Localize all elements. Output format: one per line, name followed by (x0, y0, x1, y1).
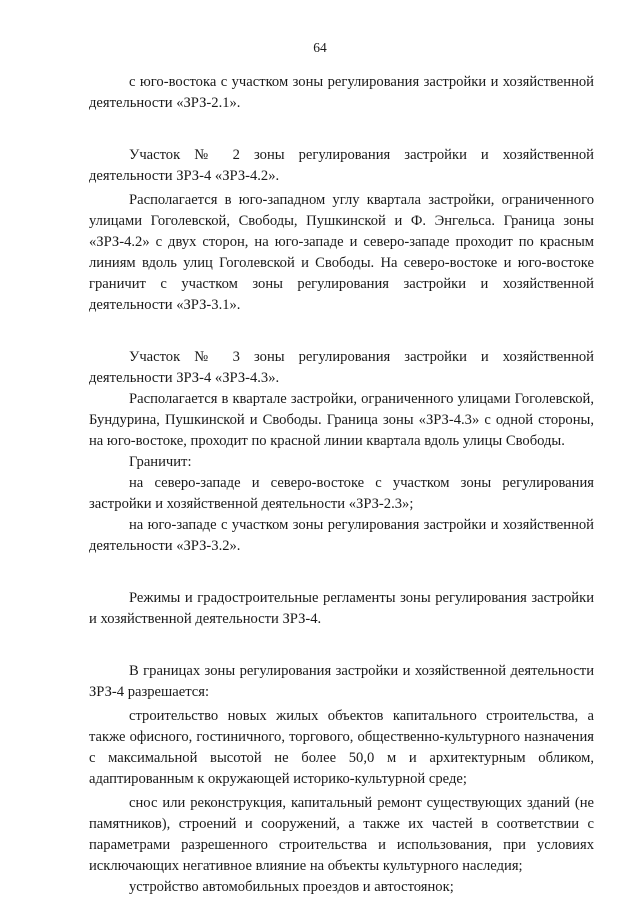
document-body (89, 72, 594, 898)
paragraph-borders-label: Граничит: (129, 454, 192, 470)
paragraph-border-northwest: на северо-западе и северо-востоке с участком зоны регулирования застройки и хозяйственной деятельности «ЗРЗ-2.3»; (89, 475, 594, 512)
section-heading-regulations: Режимы и градостроительные регламенты зоны регулирования застройки и хозяйственной деятельности ЗРЗ-4. (89, 590, 594, 627)
section-heading-plot-2: Участок № 2 зоны регулирования застройки и хозяйственной деятельности ЗРЗ-4 «ЗРЗ-4.2». (89, 147, 594, 184)
paragraph-plot-2-location: Располагается в юго-западном углу квартала застройки, ограниченного улицами Гоголевской, Свободы, Пушкинской и Ф. Энгельса. Граница зоны «ЗРЗ-4.2» с двух сторон, на юго-западе и северо-западе проходит по красным линиям вдоль улиц Гоголевской и Свободы. На северо-востоке и юго-востоке граничит с участком зоны регулирования застройки и хозяйственной деятельности «ЗРЗ-3.1». (89, 192, 594, 313)
paragraph-permitted-intro: В границах зоны регулирования застройки и хозяйственной деятельности ЗРЗ-4 разрешается: (89, 663, 594, 700)
paragraph-zrz-2-1-boundary: с юго-востока с участком зоны регулирования застройки и хозяйственной деятельности «ЗРЗ-2.1». (89, 74, 594, 111)
list-item-roads-parking: устройство автомобильных проездов и автостоянок; (129, 879, 454, 895)
section-heading-plot-3: Участок № 3 зоны регулирования застройки и хозяйственной деятельности ЗРЗ-4 «ЗРЗ-4.3». (89, 349, 594, 386)
page-number: 64 (313, 40, 327, 55)
paragraph-border-southwest: на юго-западе с участком зоны регулирования застройки и хозяйственной деятельности «ЗРЗ-3.2». (89, 517, 594, 554)
list-item-demolition-reconstruction: снос или реконструкция, капитальный ремонт существующих зданий (не памятников), строений и сооружений, а также их частей в соответствии с параметрами разрешенного строительства и использования, при условиях исключающих негативное влияние на объекты культурного наследия; (89, 795, 594, 874)
paragraph-plot-3-location: Располагается в квартале застройки, ограниченного улицами Гоголевской, Бундурина, Пушкинской и Свободы. Граница зоны «ЗРЗ-4.3» с одной стороны, на юго-востоке, проходит по красной линии квартала вдоль улицы Свободы. (89, 391, 594, 449)
list-item-new-construction: строительство новых жилых объектов капитального строительства, а также офисного, гостиничного, торгового, общественно-культурного назначения с максимальной высотой не более 50,0 м и архитектурным обликом, адаптированным к окружающей историко-культурной среде; (89, 708, 594, 787)
